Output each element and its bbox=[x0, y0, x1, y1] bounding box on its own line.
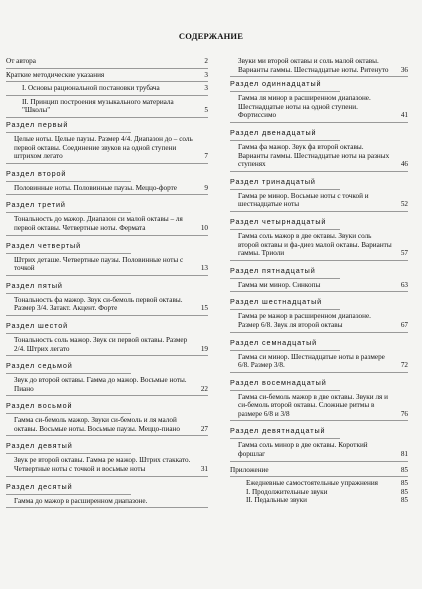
divider bbox=[6, 235, 208, 236]
toc-entry-text: Гамма фа мажор. Звук фа второй октавы. Варианты гаммы. Шестнадцатые ноты на разных ступенях bbox=[238, 142, 390, 169]
toc-page-number: 67 bbox=[400, 320, 408, 329]
toc-page-number: 81 bbox=[400, 450, 408, 459]
toc-page-number: 76 bbox=[400, 409, 408, 418]
toc-section bbox=[6, 361, 208, 396]
toc-entry bbox=[230, 281, 408, 290]
toc-entry-text: Ежедневные самостоятельные упражнения bbox=[246, 479, 378, 488]
toc-entry-text: Звуки ми второй октавы и соль малой октавы. Варианты гаммы. Шестнадцатые ноты. Ритенуто bbox=[238, 57, 389, 74]
divider bbox=[230, 420, 408, 421]
section-heading: Раздел седьмой bbox=[6, 361, 73, 371]
divider bbox=[230, 309, 340, 310]
toc-section bbox=[230, 266, 408, 293]
toc-entry bbox=[6, 135, 208, 161]
section-heading: Раздел девятнадцатый bbox=[230, 426, 326, 436]
toc-page-number: 36 bbox=[400, 65, 408, 74]
divider bbox=[230, 76, 408, 77]
toc-page-number: 3 bbox=[204, 84, 208, 93]
toc-page-number: 13 bbox=[200, 264, 208, 273]
divider bbox=[6, 333, 131, 334]
toc-page-number: 10 bbox=[200, 223, 208, 232]
toc-entry-text: Гамма си минор. Шестнадцатые ноты в размере 6/8. Размер 3/8. bbox=[238, 352, 385, 370]
toc-page-number: 31 bbox=[200, 465, 208, 474]
section-heading: Раздел восемнадцатый bbox=[230, 377, 327, 387]
divider bbox=[6, 507, 208, 508]
divider bbox=[230, 211, 408, 212]
toc-page-number: 63 bbox=[400, 280, 408, 289]
toc-section bbox=[230, 177, 408, 212]
toc-entry bbox=[6, 84, 208, 93]
divider bbox=[230, 476, 408, 477]
toc-entry-text: От автора bbox=[6, 57, 36, 65]
divider bbox=[6, 95, 208, 96]
toc-section bbox=[6, 321, 208, 356]
toc-entry bbox=[6, 456, 208, 473]
toc-entry bbox=[230, 57, 408, 74]
toc-section bbox=[230, 378, 408, 422]
section-heading: Раздел двенадцатый bbox=[230, 127, 317, 137]
toc-page-number: 85 bbox=[400, 465, 408, 474]
toc-entry-text: Краткие методические указания bbox=[6, 70, 105, 79]
toc-section bbox=[6, 441, 208, 476]
toc-entry-text: Приложение bbox=[230, 465, 269, 474]
section-heading: Раздел десятый bbox=[6, 481, 73, 491]
toc-entry bbox=[230, 232, 408, 258]
toc-entry bbox=[230, 496, 408, 505]
toc-section bbox=[6, 200, 208, 235]
toc-sections-left bbox=[6, 120, 208, 508]
toc-entry bbox=[6, 215, 208, 232]
toc-entry bbox=[6, 296, 208, 313]
toc-entry bbox=[6, 71, 208, 80]
toc-entry-text: Гамма си-бемоль мажор в две октавы. Звуки ля и си-бемоль второй октавы. Сложные ритмы в размере 6/8 и 3/8 bbox=[238, 392, 388, 418]
toc-entry-text: Гамма ля минор в расширенном диапазоне. Шестнадцатые ноты на одной ступени. Фортиссимо bbox=[238, 94, 371, 120]
toc-page-number: 15 bbox=[200, 304, 208, 313]
section-heading: Раздел тринадцатый bbox=[230, 176, 316, 186]
toc-entry-text: Гамма соль мажор в две октавы. Звуки соль второй октавы и фа-диез малой октавы. Варианты гаммы. Триоли bbox=[238, 231, 392, 258]
divider bbox=[6, 81, 208, 82]
left-column bbox=[6, 57, 208, 510]
toc-entry bbox=[6, 416, 208, 433]
page-title: СОДЕРЖАНИЕ bbox=[178, 31, 244, 41]
toc-entry-text: Гамма соль минор в две октавы. Короткий форшлаг bbox=[238, 441, 368, 459]
toc-entry-text: II. Принцип построения музыкального материала "Школы" bbox=[22, 97, 174, 115]
toc-entry bbox=[6, 184, 208, 193]
right-column bbox=[230, 57, 408, 505]
divider bbox=[6, 476, 208, 477]
divider bbox=[230, 260, 408, 261]
divider bbox=[6, 453, 131, 454]
toc-page-number: 19 bbox=[200, 344, 208, 353]
toc-section bbox=[6, 482, 208, 509]
toc-entry bbox=[6, 256, 208, 273]
toc-page-number: 22 bbox=[200, 384, 208, 393]
section-heading: Раздел второй bbox=[6, 168, 67, 178]
divider bbox=[6, 181, 131, 182]
toc-page-number: 85 bbox=[400, 487, 408, 496]
toc-entry bbox=[6, 497, 208, 506]
toc-entry bbox=[6, 376, 208, 393]
toc-section bbox=[230, 79, 408, 123]
divider bbox=[6, 132, 131, 133]
divider bbox=[6, 355, 208, 356]
section-heading: Раздел одиннадцатый bbox=[230, 79, 322, 89]
toc-entry-text: I. Продолжительные звуки bbox=[246, 487, 328, 496]
toc-section bbox=[6, 241, 208, 276]
toc-entry bbox=[230, 393, 408, 419]
toc-entry-text: Гамма си-бемоль мажор. Звуки си-бемоль и ля малой октавы. Восьмые ноты. Восьмые паузы. Меццо-пиано bbox=[14, 416, 180, 433]
toc-entry bbox=[230, 94, 408, 120]
toc-entry-text: Тональность фа мажор. Звук си-бемоль первой октавы. Размер 3/4. Затакт. Акцент. Форте bbox=[14, 295, 183, 313]
divider bbox=[6, 194, 208, 195]
section-heading: Раздел пятнадцатый bbox=[230, 265, 316, 275]
toc-section bbox=[230, 297, 408, 332]
divider bbox=[6, 253, 131, 254]
divider bbox=[230, 189, 340, 190]
toc-page-number: 52 bbox=[400, 200, 408, 209]
toc-entry-text: Гамма ми минор. Синкопы bbox=[238, 280, 321, 289]
toc-entry bbox=[6, 98, 208, 115]
toc-page-number: 2 bbox=[204, 57, 208, 65]
toc-section bbox=[230, 338, 408, 373]
toc-section bbox=[6, 401, 208, 436]
toc-entry-text: Штрих деташе. Четвертные паузы. Половинные ноты с точкой bbox=[14, 255, 184, 273]
section-heading: Раздел первый bbox=[6, 119, 69, 129]
toc-entry-text: Звук до второй октавы. Гамма до мажор. Восьмые ноты. Пиано bbox=[14, 376, 187, 393]
toc-section bbox=[6, 169, 208, 196]
toc-entry-text: I. Основы рациональной постановки трубача bbox=[22, 84, 160, 93]
toc-page-number: 46 bbox=[400, 160, 408, 169]
toc-page-number: 72 bbox=[400, 361, 408, 370]
toc-entry bbox=[230, 479, 408, 488]
divider bbox=[6, 293, 131, 294]
toc-page-number: 5 bbox=[204, 106, 208, 115]
section-heading: Раздел шестой bbox=[6, 320, 69, 330]
toc-page-number: 7 bbox=[204, 152, 208, 161]
toc-entry bbox=[230, 143, 408, 169]
divider bbox=[6, 413, 131, 414]
section-heading: Раздел девятый bbox=[6, 441, 73, 451]
toc-entry-text: Тональность соль мажор. Звук си первой октавы. Размер 2/4. Штрих легато bbox=[14, 335, 188, 353]
divider bbox=[230, 438, 340, 439]
toc-entry-text: Гамма ре мажор в расширенном диапазоне. Размер 6/8. Звук ля второй октавы bbox=[238, 312, 371, 329]
section-heading: Раздел шестнадцатый bbox=[230, 297, 323, 307]
toc-entry-text: Половинные ноты. Половинные паузы. Меццо-форте bbox=[14, 183, 177, 192]
toc-entry-text: II. Педальные звуки bbox=[246, 496, 308, 505]
section-heading: Раздел третий bbox=[6, 200, 66, 210]
toc-entry-text: Гамма ре минор. Восьмые ноты с точкой и шестнадцатые ноты bbox=[238, 191, 369, 209]
section-heading: Раздел восьмой bbox=[6, 401, 73, 411]
toc-page-number: 41 bbox=[400, 111, 408, 120]
divider bbox=[6, 275, 208, 276]
toc-section bbox=[230, 128, 408, 172]
toc-entry-text: Тональность до мажор. Диапазон си малой октавы – ля первой октавы. Четвертные ноты. Фермата bbox=[14, 215, 183, 232]
divider bbox=[230, 390, 340, 391]
toc-entry bbox=[230, 312, 408, 329]
toc-entry bbox=[6, 336, 208, 353]
divider bbox=[230, 171, 408, 172]
toc-entry bbox=[230, 466, 408, 475]
divider bbox=[230, 140, 340, 141]
divider bbox=[6, 163, 208, 164]
section-heading: Раздел четырнадцатый bbox=[230, 216, 327, 226]
section-heading: Раздел четвертый bbox=[6, 240, 81, 250]
toc-entry-text: Звук ре второй октавы. Гамма ре мажор. Штрих стаккато. Четвертные ноты с точкой и восьмые ноты bbox=[14, 456, 191, 474]
toc-appendix-list bbox=[230, 466, 408, 505]
toc-page-number: 9 bbox=[204, 183, 208, 192]
divider bbox=[230, 332, 408, 333]
toc-continued-entry bbox=[230, 57, 408, 77]
divider bbox=[6, 494, 131, 495]
section-heading: Раздел пятый bbox=[6, 280, 63, 290]
toc-page-number: 57 bbox=[400, 249, 408, 258]
toc-entry-text: Целые ноты. Целые паузы. Размер 4/4. Диапазон до – соль первой октавы. Соединение звуков на одной ступени штрихом легато bbox=[14, 134, 193, 161]
divider bbox=[6, 315, 208, 316]
divider bbox=[230, 372, 408, 373]
toc-entry-text: Гамма до мажор в расширенном диапазоне. bbox=[14, 496, 148, 505]
toc-page-number: 27 bbox=[200, 424, 208, 433]
toc-entry bbox=[230, 353, 408, 370]
toc-section bbox=[230, 217, 408, 261]
toc-section bbox=[230, 426, 408, 461]
toc-page-number: 3 bbox=[204, 70, 208, 79]
divider bbox=[230, 91, 340, 92]
toc-entry bbox=[6, 57, 208, 66]
divider bbox=[230, 461, 408, 462]
toc-intro-list bbox=[6, 57, 208, 118]
toc-entry bbox=[230, 488, 408, 497]
divider bbox=[6, 212, 131, 213]
toc-entry bbox=[230, 441, 408, 458]
divider bbox=[230, 229, 340, 230]
divider bbox=[6, 68, 208, 69]
divider bbox=[6, 395, 208, 396]
toc-page-number: 85 bbox=[400, 496, 408, 505]
divider bbox=[6, 435, 208, 436]
toc-section bbox=[6, 281, 208, 316]
divider bbox=[230, 278, 340, 279]
divider bbox=[230, 291, 408, 292]
divider bbox=[6, 373, 131, 374]
toc-sections-right bbox=[230, 79, 408, 461]
toc-page-number: 85 bbox=[400, 479, 408, 488]
divider bbox=[230, 350, 340, 351]
section-heading: Раздел семнадцатый bbox=[230, 337, 318, 347]
divider bbox=[6, 117, 208, 118]
toc-entry bbox=[230, 192, 408, 209]
divider bbox=[230, 122, 408, 123]
toc-section bbox=[6, 120, 208, 164]
